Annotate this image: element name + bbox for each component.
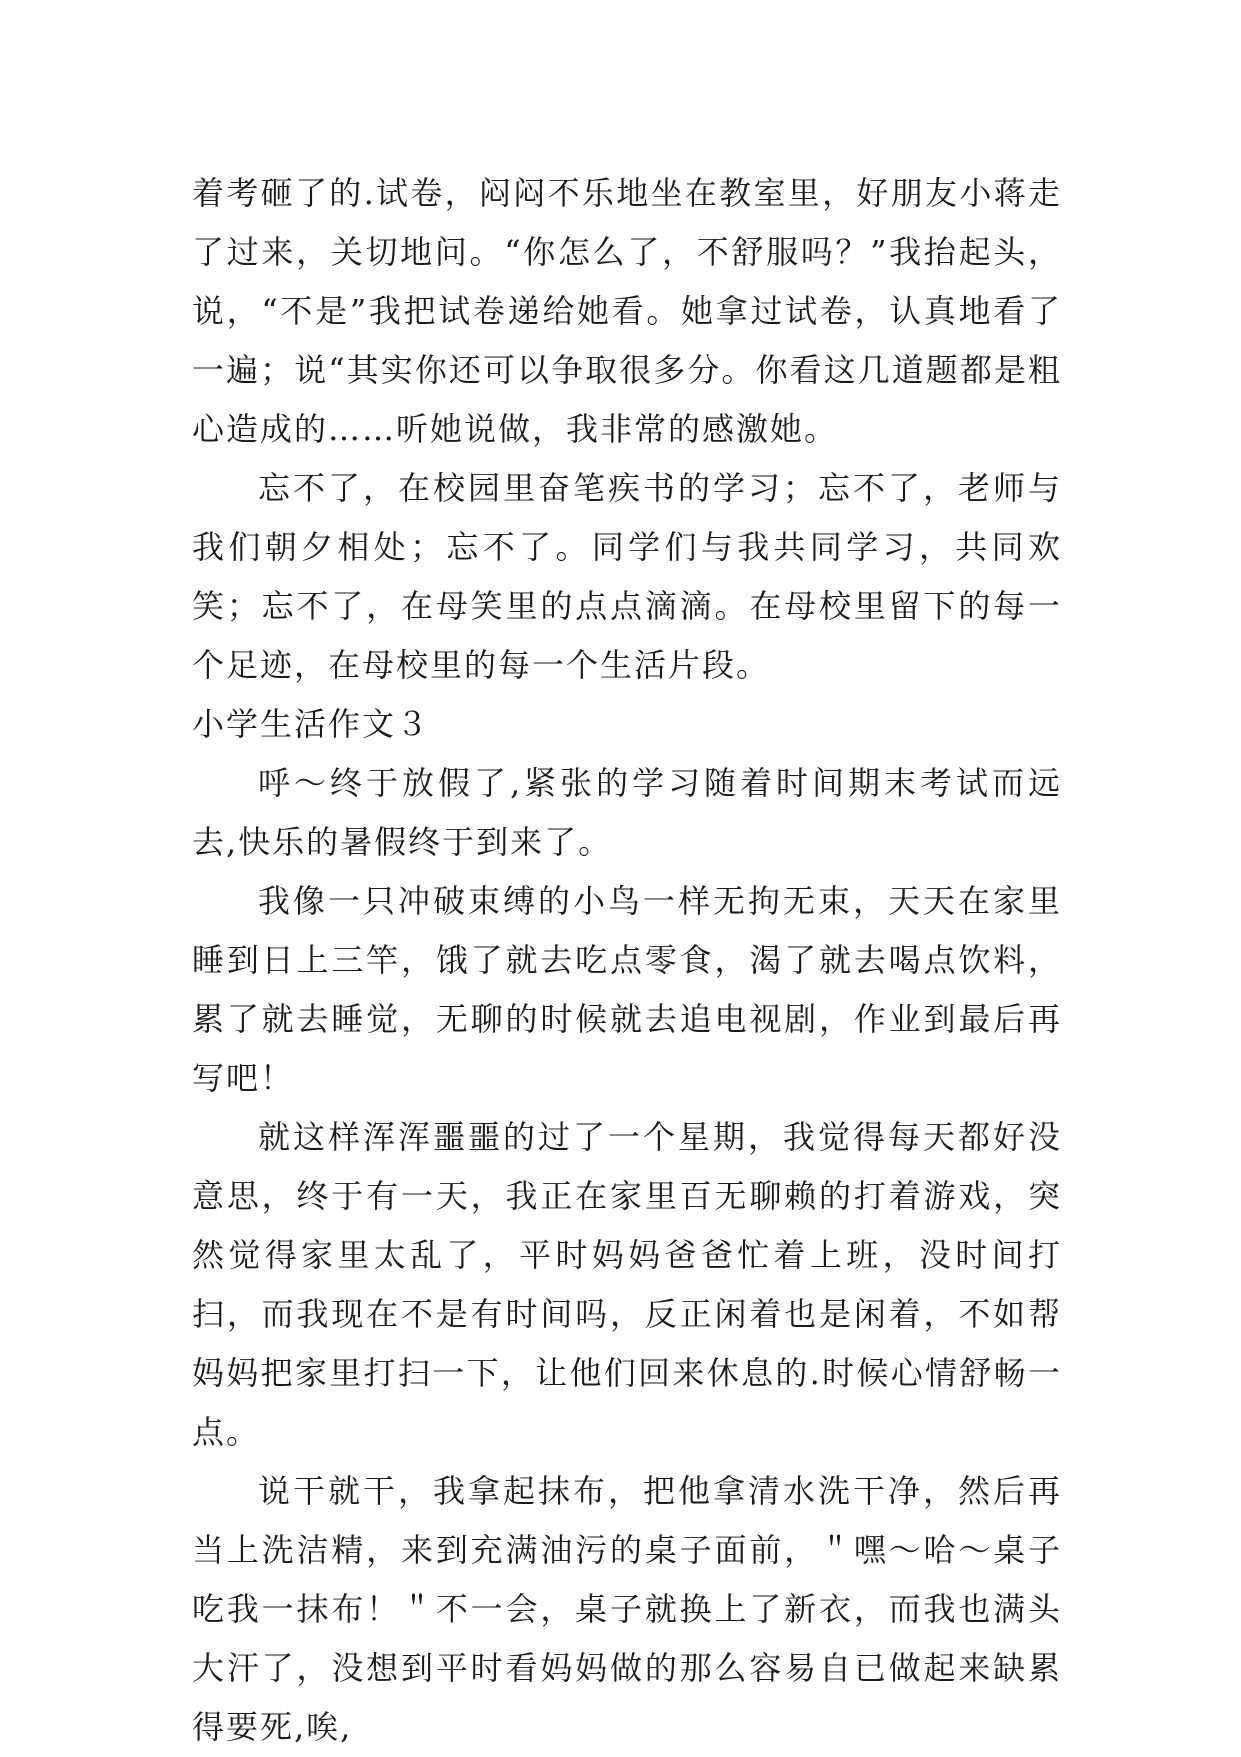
document-body: [192, 164, 1062, 1757]
paragraph: 就这样浑浑噩噩的过了一个星期，我觉得每天都好没意思，终于有一天，我正在家里百无聊赖的打着游戏，突然觉得家里太乱了，平时妈妈爸爸忙着上班，没时间打扫，而我现在不是有时间吗，反正闲着也是闲着，不如帮妈妈把家里打扫一下，让他们回来休息的.时候心情舒畅一点。: [192, 1118, 1062, 1451]
paragraph: 着考砸了的.试卷，闷闷不乐地坐在教室里，好朋友小蒋走了过来，关切地问。“你怎么了，不舒服吗？”我抬起头，说，“不是”我把试卷递给她看。她拿过试卷，认真地看了一遍；说“其实你还可以争取很多分。你看这几道题都是粗心造成的……听她说做，我非常的感激她。: [192, 174, 1062, 448]
section-heading: 小学生活作文３: [192, 705, 431, 743]
paragraph: 我像一只冲破束缚的小鸟一样无拘无束，天天在家里睡到日上三竿，饿了就去吃点零食，渴了就去喝点饮料，累了就去睡觉，无聊的时候就去追电视剧，作业到最后再写吧！: [192, 882, 1062, 1097]
paragraph: 忘不了，在校园里奋笔疾书的学习；忘不了，老师与我们朝夕相处；忘不了。同学们与我共同学习，共同欢笑；忘不了，在母笑里的点点滴滴。在母校里留下的每一个足迹，在母校里的每一个生活片段。: [192, 469, 1062, 684]
paragraph: 说干就干，我拿起抹布，把他拿清水洗干净，然后再当上洗洁精，来到充满油污的桌子面前，＂嘿～哈～桌子吃我一抹布！＂不一会，桌子就换上了新衣，而我也满头大汗了，没想到平时看妈妈做的那么容易自已做起来缺累得要死,唉,: [192, 1472, 1062, 1746]
paragraph: 呼～终于放假了,紧张的学习随着时间期末考试而远去,快乐的暑假终于到来了。: [192, 764, 1062, 861]
